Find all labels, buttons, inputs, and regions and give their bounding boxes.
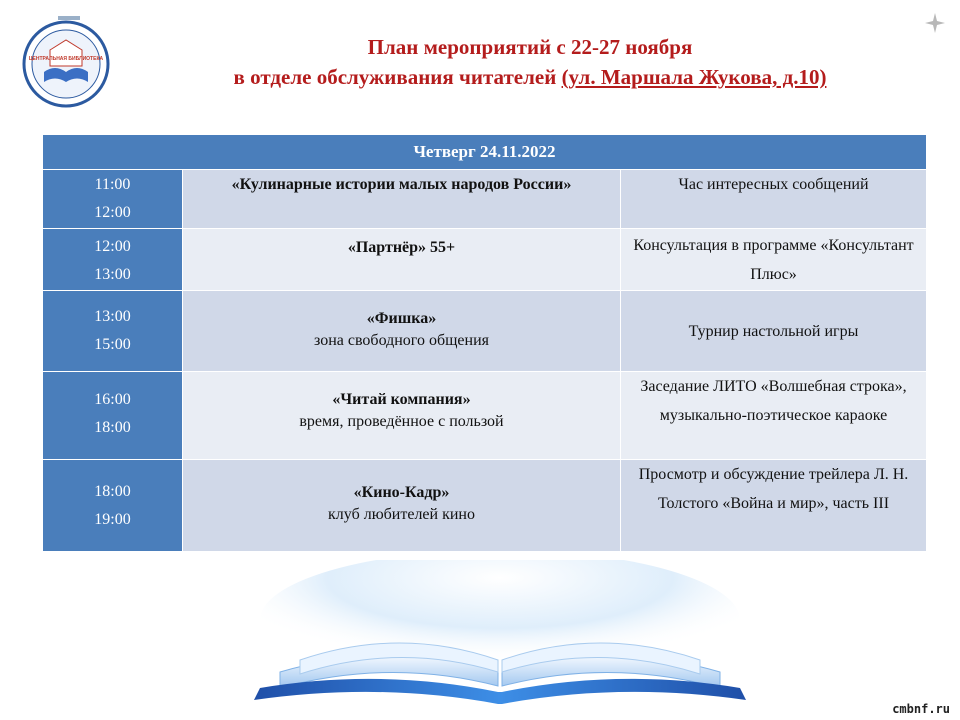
title-line-1: План мероприятий с 22-27 ноября bbox=[367, 35, 693, 59]
event-cell bbox=[183, 229, 621, 291]
event-cell bbox=[183, 372, 621, 460]
event-cell bbox=[183, 291, 621, 372]
title-line-2-prefix: в отделе обслуживания читателей bbox=[233, 65, 562, 89]
end-time: 12:00 bbox=[94, 204, 131, 221]
logo-text: ЦЕНТРАЛЬНАЯ БИБЛИОТЕКА bbox=[28, 56, 104, 62]
title-line-2 bbox=[130, 62, 930, 92]
day-header: Четверг 24.11.2022 bbox=[43, 135, 927, 170]
star-icon bbox=[924, 12, 946, 34]
watermark: cmbnf.ru bbox=[892, 702, 950, 716]
event-title: «Кино-Кадр» bbox=[353, 484, 450, 501]
table-row bbox=[43, 291, 927, 372]
end-time: 18:00 bbox=[94, 419, 131, 436]
start-time: 18:00 bbox=[94, 483, 131, 500]
end-time: 13:00 bbox=[94, 266, 131, 283]
description-cell: Заседание ЛИТО «Волшебная строка», музыкально-поэтическое караоке bbox=[621, 372, 927, 460]
event-title: «Читай компания» bbox=[332, 391, 471, 408]
event-title: «Фишка» bbox=[366, 310, 437, 327]
time-cell bbox=[43, 170, 183, 229]
start-time: 13:00 bbox=[94, 308, 131, 325]
table-row bbox=[43, 372, 927, 460]
end-time: 15:00 bbox=[94, 336, 131, 353]
event-cell bbox=[183, 460, 621, 552]
start-time: 16:00 bbox=[94, 391, 131, 408]
title-address: (ул. Маршала Жукова, д.10) bbox=[561, 65, 827, 89]
description-cell: Консультация в программе «Консультант Плюс» bbox=[621, 229, 927, 291]
time-cell bbox=[43, 372, 183, 460]
start-time: 12:00 bbox=[94, 238, 131, 255]
event-title: «Партнёр» 55+ bbox=[347, 239, 456, 256]
time-cell bbox=[43, 460, 183, 552]
event-title: «Кулинарные истории малых народов России» bbox=[231, 176, 572, 193]
event-subtitle: зона свободного общения bbox=[313, 332, 490, 349]
event-cell bbox=[183, 170, 621, 229]
end-time: 19:00 bbox=[94, 511, 131, 528]
table-row bbox=[43, 460, 927, 552]
start-time: 11:00 bbox=[94, 176, 131, 193]
table-row bbox=[43, 229, 927, 291]
event-subtitle: время, проведённое с пользой bbox=[299, 413, 504, 430]
page-title bbox=[130, 32, 930, 92]
description-cell: Просмотр и обсуждение трейлера Л. Н. Толстого «Война и мир», часть III bbox=[621, 460, 927, 552]
time-cell bbox=[43, 291, 183, 372]
table-row bbox=[43, 170, 927, 229]
open-book-icon bbox=[240, 560, 760, 710]
event-subtitle: клуб любителей кино bbox=[328, 506, 475, 523]
time-cell bbox=[43, 229, 183, 291]
library-logo-icon bbox=[22, 20, 110, 108]
description-cell: Турнир настольной игры bbox=[621, 291, 927, 372]
schedule-table bbox=[42, 134, 927, 552]
description-cell: Час интересных сообщений bbox=[621, 170, 927, 229]
